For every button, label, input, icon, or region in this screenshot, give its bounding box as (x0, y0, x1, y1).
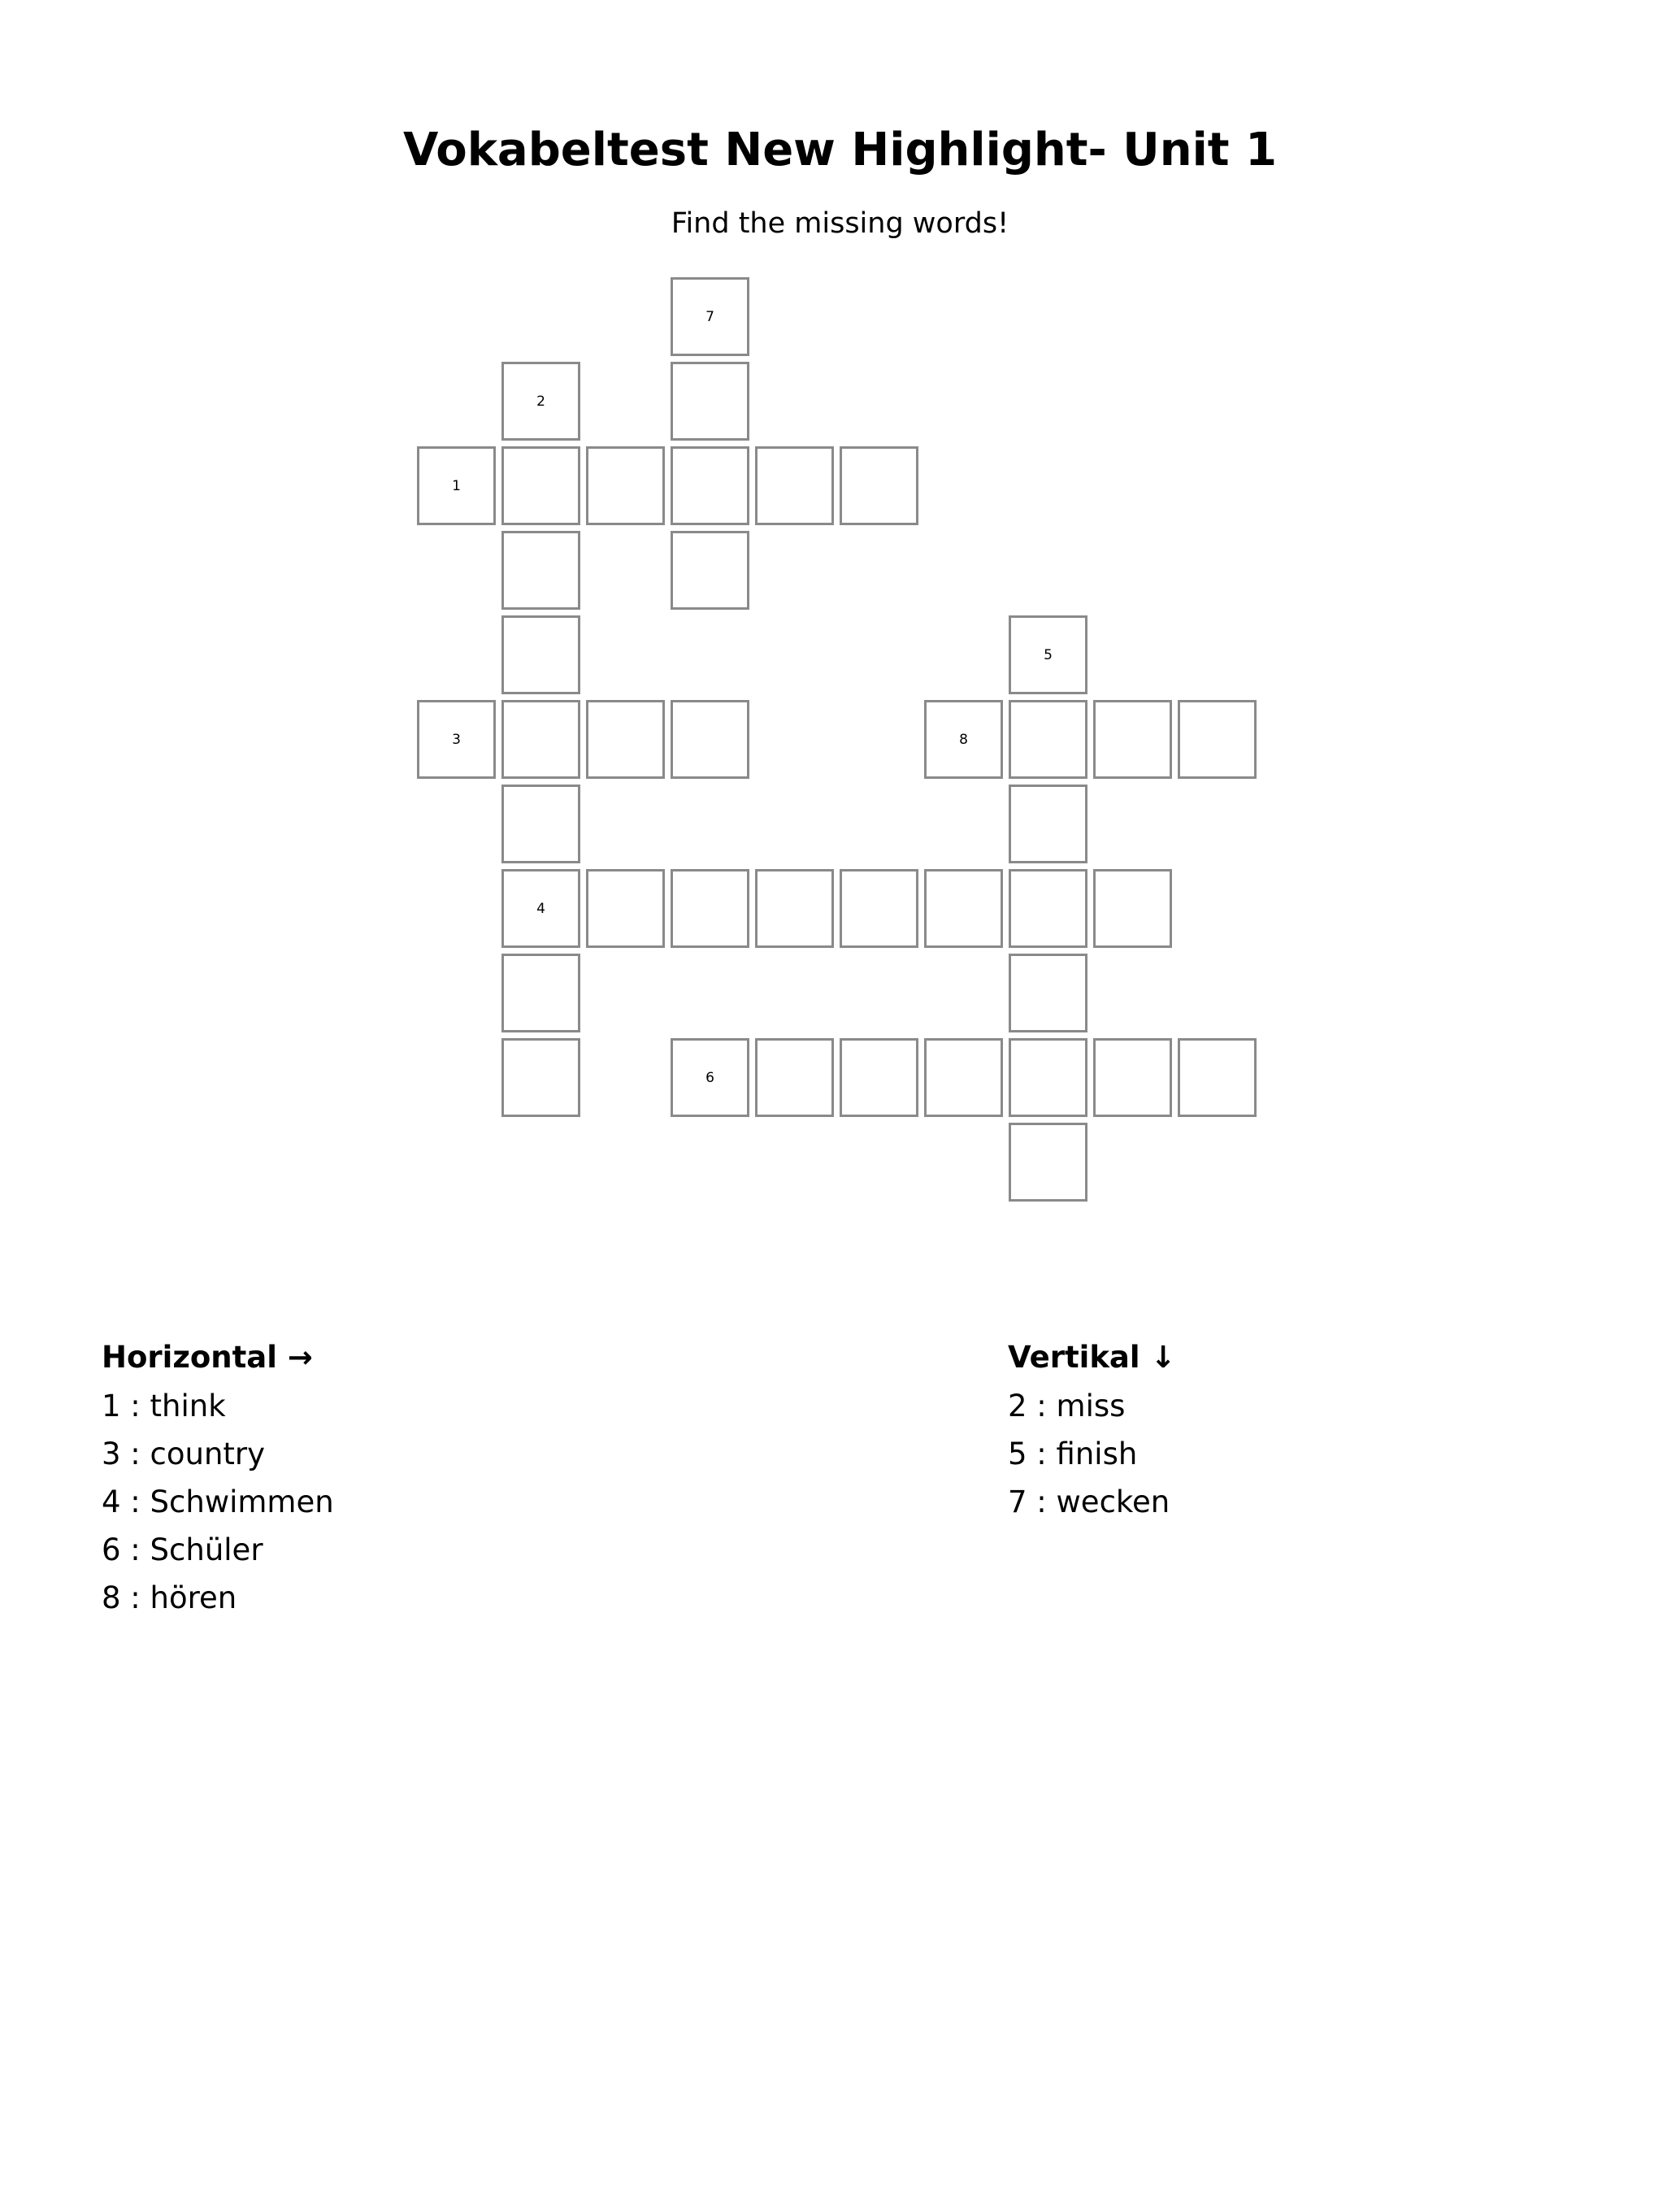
crossword-cell[interactable] (1009, 1038, 1087, 1117)
clue-item: 5 : finish (1008, 1437, 1138, 1471)
cell-number: 5 (1044, 646, 1053, 663)
crossword-cell-numbered[interactable] (417, 700, 496, 779)
crossword-cell[interactable] (501, 446, 580, 525)
crossword-cell[interactable] (501, 700, 580, 779)
crossword-cell-numbered[interactable] (671, 1038, 749, 1117)
clue-number: 1 (102, 1389, 121, 1423)
crossword-cell[interactable] (671, 700, 749, 779)
crossword-cell[interactable] (924, 1038, 1003, 1117)
clue-item: 6 : Schüler (102, 1532, 263, 1567)
crossword-cell-numbered[interactable] (501, 869, 580, 948)
crossword-cell[interactable] (924, 869, 1003, 948)
crossword-cell[interactable] (586, 446, 665, 525)
clue-text: hören (150, 1580, 237, 1615)
crossword-cell[interactable] (671, 531, 749, 610)
crossword-cell[interactable] (671, 446, 749, 525)
crossword-cell[interactable] (840, 869, 918, 948)
clue-number: 6 (102, 1532, 121, 1567)
clue-text: country (150, 1437, 266, 1471)
cell-number: 2 (536, 393, 545, 410)
crossword-cell[interactable] (840, 446, 918, 525)
crossword-cell[interactable] (1093, 1038, 1172, 1117)
clue-text: Schüler (150, 1532, 263, 1567)
clue-text: think (150, 1389, 226, 1423)
across-heading (102, 1333, 833, 1382)
clue-item: 8 : hören (102, 1580, 237, 1615)
page-subtitle: Find the missing words! (671, 207, 1009, 240)
crossword-cell[interactable] (1009, 700, 1087, 779)
crossword-cell[interactable] (501, 615, 580, 694)
crossword-cell[interactable] (1178, 700, 1257, 779)
clue-item: 3 : country (102, 1437, 266, 1471)
crossword-cell[interactable] (840, 1038, 918, 1117)
down-heading (1008, 1333, 1577, 1382)
crossword-cell[interactable] (586, 869, 665, 948)
down-heading-label: Vertikal (1008, 1340, 1140, 1375)
clue-number: 7 (1008, 1484, 1027, 1519)
crossword-cell[interactable] (671, 362, 749, 441)
crossword-cell-numbered[interactable] (1009, 615, 1087, 694)
clue-item: 4 : Schwimmen (102, 1484, 334, 1519)
clue-number: 8 (102, 1580, 121, 1615)
page-title: Vokabeltest New Highlight- Unit 1 (402, 124, 1278, 176)
clue-number: 5 (1008, 1437, 1027, 1471)
crossword-cell-numbered[interactable] (924, 700, 1003, 779)
crossword-cell[interactable] (755, 1038, 834, 1117)
clue-text: finish (1056, 1437, 1138, 1471)
crossword-cell[interactable] (501, 1038, 580, 1117)
right-arrow-icon: → (287, 1340, 313, 1375)
crossword-cell[interactable] (1093, 700, 1172, 779)
clue-item: 2 : miss (1008, 1389, 1126, 1423)
cell-number: 6 (705, 1069, 714, 1086)
down-arrow-icon: ↓ (1150, 1340, 1176, 1375)
crossword-cell[interactable] (1093, 869, 1172, 948)
cell-number: 8 (959, 731, 968, 748)
clue-number: 3 (102, 1437, 121, 1471)
clue-text: Schwimmen (150, 1484, 334, 1519)
down-clues (1008, 1333, 1577, 1526)
crossword-cell[interactable] (1178, 1038, 1257, 1117)
clue-text: miss (1056, 1389, 1126, 1423)
clue-number: 2 (1008, 1389, 1027, 1423)
crossword-cell[interactable] (1009, 869, 1087, 948)
clue-number: 4 (102, 1484, 121, 1519)
crossword-cell[interactable] (1009, 1123, 1087, 1202)
cell-number: 3 (452, 731, 461, 748)
crossword-cell[interactable] (671, 869, 749, 948)
clue-text: wecken (1056, 1484, 1170, 1519)
crossword-cell[interactable] (501, 531, 580, 610)
cell-number: 1 (452, 477, 461, 494)
crossword-cell[interactable] (1009, 785, 1087, 863)
crossword-cell-numbered[interactable] (671, 277, 749, 356)
crossword-cell[interactable] (755, 869, 834, 948)
crossword-cell[interactable] (501, 785, 580, 863)
clue-item: 1 : think (102, 1389, 226, 1423)
cell-number: 4 (536, 900, 545, 917)
cell-number: 7 (705, 308, 714, 325)
across-heading-label: Horizontal (102, 1340, 277, 1375)
crossword-cell[interactable] (501, 954, 580, 1032)
crossword-cell[interactable] (1009, 954, 1087, 1032)
crossword-cell-numbered[interactable] (501, 362, 580, 441)
clue-item: 7 : wecken (1008, 1484, 1170, 1519)
crossword-cell[interactable] (755, 446, 834, 525)
across-clues (102, 1333, 833, 1622)
crossword-cell[interactable] (586, 700, 665, 779)
crossword-cell-numbered[interactable] (417, 446, 496, 525)
